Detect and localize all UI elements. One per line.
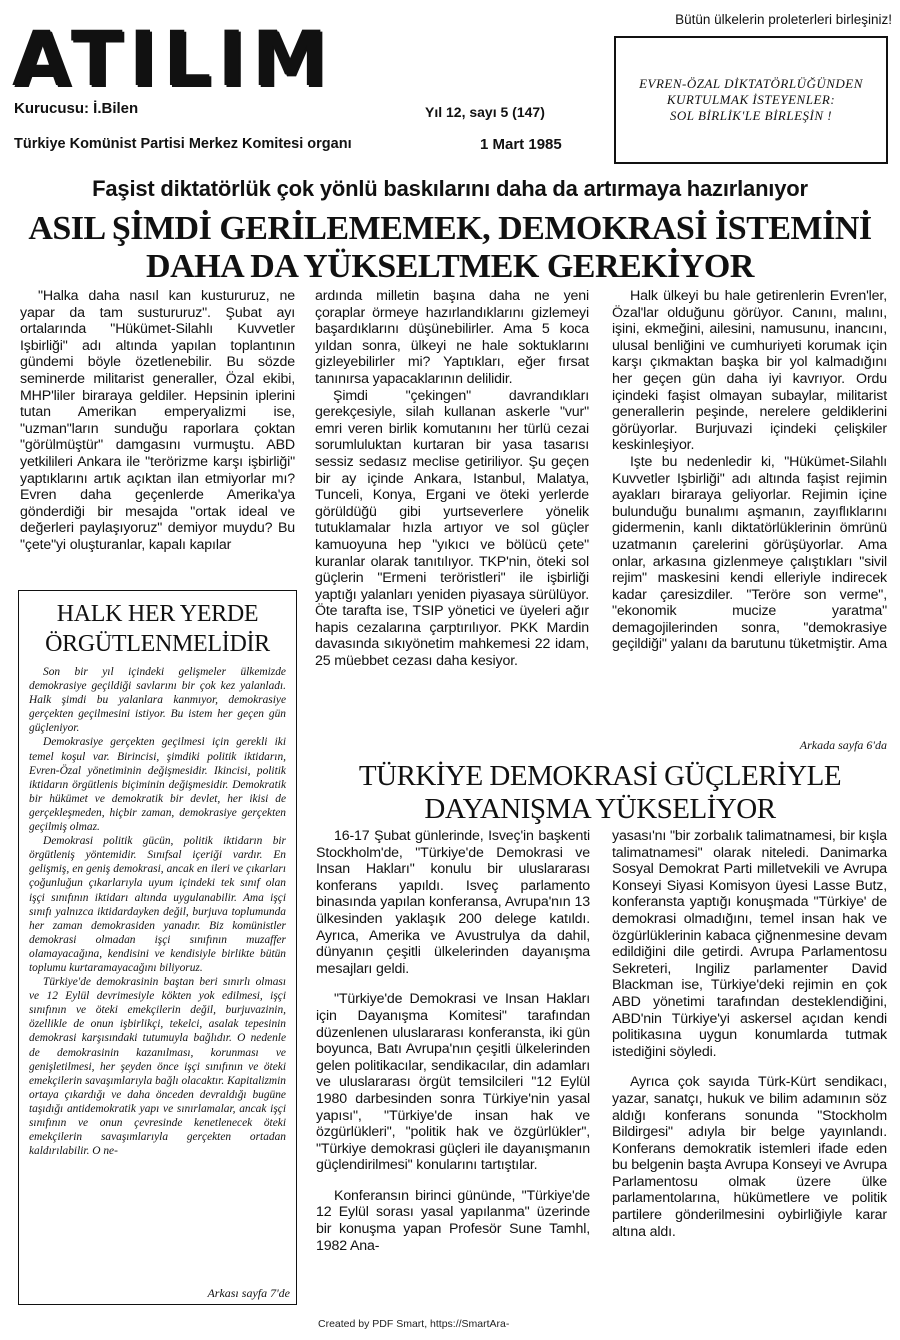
slogan [616,76,886,124]
founder-line: Kurucusu: İ.Bilen [14,100,139,117]
second-column-2 [612,828,887,1240]
motto: Bütün ülkelerin proleterleri birleşiniz! [675,12,892,27]
slogan-line: SOL BİRLİK'LE BİRLEŞİN ! [669,108,833,123]
second-column-1 [316,828,590,1254]
paragraph: Halk ülkeyi bu hale getirenlerin Evren'ler, Özal'lar olduğunu görüyor. Canını, malını, işini, ekmeğini, ailesini, namusunu, inancını, ulusal benliğini ve cumhuriyeti korumak için karşı çıkmaktan başka bir yol kalmadığını her geçen gün daha iyi kavrıyor. Ordu içindeki faşist olmayan subaylar, militarist generallerin peşinde, nerelere geldiklerini görüyorlar. Burjuvazi içindeki çelişkiler keskinleşiyor. [612,288,887,454]
lead-column-3 [612,288,887,653]
paragraph: Son bir yıl içindeki gelişmeler ülkemizde demokrasiye geçildiği savlarını bir çok kez yalanladı. Halk şimdi bu yalanlara kanmıyor, demokrasiye gerçekten geçilmesini istiyor. Bu istem her geçen gün güçleniyor. [29,666,286,735]
sidebar-body [29,665,286,1158]
paragraph: ardında milletin başına daha ne yeni çoraplar örmeye hazırlandıklarını gizlemeyi başardıklarını düşünebilirler. Ama 5 koca yıldan sonra, ülkeyi ne hale soktuklarını gizleyebilirler mi? Yaptıkları, eğer fırsat tanınırsa yapacaklarının delilidir. [315,288,589,387]
sidebar-title-line: HALK HER YERDE [56,601,259,627]
paragraph: Şimdi "çekingen" davrandıkları gerekçesiyle, silah kullanan askerle "vur" emri veren birlik komutanını her türlü cezai sorumluluktan kurtaran bir yasa tasarısı sessiz sedasız meclise getiriliyor. Şu geçen bir ay içinde Ankara, Istanbul, Malatya, Tunceli, Konya, Ergani ve öteki yerlerde görüldüğü gibi yurtseverlere yönelik tutuklamalar hızla artıyor ve sol güçler kamuoyuna hep "yıkıcı ve bölücü çete" kuranlar olarak tanıtılıyor. TKP'nin, öteki sol güçlerin "Ermeni teröristleri" ile işbirliği yaptığı yalanları yeniden piyasaya sürülüyor. Öte tarafta ise, TSIP yönetici ve üyeleri ağır hapis cezalarına çarptırılıyor. PKK Mardin davasında sıkıyönetim mahkemesi 22 idam, 25 müebbet cezası daha kesiyor. [315,387,589,670]
sidebar-title [19,599,296,659]
slogan-line: KURTULMAK İSTEYENLER: [666,92,836,107]
headline-line: DAHA DA YÜKSELTMEK GEREKİYOR [146,248,754,285]
masthead-logo: ATILIM [12,14,334,103]
headline-line: ASIL ŞİMDİ GERİLEMEMEK, DEMOKRASİ İSTEMİNİ [28,210,872,247]
slogan-box [614,36,888,164]
sidebar-continued: Arkası sayfa 7'de [207,1286,290,1300]
issue-number: Yıl 12, sayı 5 (147) [425,104,545,120]
paragraph: Konferansın birinci gününde, "Türkiye'de 12 Eylül sorası yasal yapılanma" üzerinde bir konuşma yapan Profesör Sune Tamhl, 1982 Ana- [316,1187,590,1254]
paragraph: yasası'nı "bir zorbalık talimatnamesi, bir kışla talimatnamesi" olarak niteledi. Danimarka Sosyal Demokrat Parti milletvekili ve Avrupa Konseyi Siyasi Komisyon üyesi Lasse Butz, konferansta yaptığı konuşmada "Türkiye' de demokrasi olmadığını, temel insan hak ve özgürlüklerinin kabaca çiğnenmesine devam edildiğini dile getirdi. Avrupa Parlamentosu Sekreteri, Ingiliz parlamenter David Blackman ise, Türkiye'deki rejimin en çok ABD yönetimi tarafından desteklendiğini, ABD'nin Türkiye'yi askersel açıdan kendi politikasına uygun konumlarda tutmak istediğini söyledi. [612,828,887,1060]
lead-kicker: Faşist diktatörlük çok yönlü baskılarını daha da artırmaya hazırlanıyor [92,176,808,201]
paragraph: 16-17 Şubat günlerinde, Isveç'in başkenti Stockholm'de, "Türkiye'de Demokrasi ve Insan Hakları" konulu bir uluslararası konferans yapıldı. Isveç parlamento binasında yapılan konferansa, Avrupa'nın 13 ülkesinden yaklaşık 200 delege katıldı. Ayrıca, Amerika ve Avustrulya da dahil, dünyanın çeşitli ülkelerinden dayanışma mesajları geldi. [316,828,590,977]
paragraph: Türkiye'de demokrasinin baştan beri sınırlı olması ve 12 Eylül devrimesiyle kökten yok edilmesi, işçi sınıfının ve öteki emekçilerin değil, burjuvazinin, özellikle de onun işbirlikçi, tekelci, asalak tepesinin demokrasi karşısındaki tutumuyla bağlıdır. O nedenle de demokrasinin kazanılması, korunması ve genişletilmesi, her şeyden önce işçi sınıfının ve öteki emekçilerin savaşımlarıyla bağlı olacaktır. Kapitalizmin ortaya çıkardığı ve daha önceden devraldığı bugüne taşıdığı antidemokratik yapı ve sınırlamalar, ancak işçi sınıfının ve onun çevresinde kenetlenecek öteki emekçilerin savaşımlarıyla gerçekten ortadan kaldırılabilir. O ne- [29,976,286,1158]
lead-continued: Arkada sayfa 6'da [799,738,887,752]
paragraph: Ayrıca çok sayıda Türk-Kürt sendikacı, yazar, sanatçı, hukuk ve bilim adamının söz aldığı konferans sonunda "Stockholm Bildirgesi" adıyla bir belge yayınlandı. Konferans demokratik istemleri ifade eden bu belgenin başta Avrupa Konseyi ve Avrupa Parlamentosu olmak üzere ülke parlamentolarına, hükümetlere ve politik partilere gönderilmesini oybirliğiyle karar altına aldı. [612,1074,887,1240]
sidebar-box [18,590,297,1305]
paragraph: "Türkiye'de Demokrasi ve Insan Hakları için Dayanışma Komitesi" tarafından düzenlenen uluslararası konferansta, iki gün boyunca, Batı Avrupa'nın çeşitli ülkelerinden gelen politikacılar, sendikacılar, din adamları ve uluslararası örgüt temsilcileri "12 Eylül 1980 darbesinden sonra Türkiye'nin yasal yapısı", "Türkiye'de insan hak ve özgürlükleri", "politik hak ve özgürlükler", "Türkiye demokrasi güçleri ile dayanışmanın güçlendirilmesi" konularını tartıştılar. [316,991,590,1174]
organ-line: Türkiye Komünist Partisi Merkez Komitesi organı [14,136,352,152]
sidebar-title-line: ÖRGÜTLENMELİDİR [45,631,270,657]
issue-date: 1 Mart 1985 [480,136,562,153]
paragraph: "Halka daha nasıl kan kustururuz, ne yapar da tam sustururuz". Şubat ayı ortalarında "Hükümet-Silahlı Kuvvetler Işbirliği" adı altında yapılan toplantının gündemi böyle özetlenebilir. Bu sözde seminerde militarist generaller, Özal ekibi, MHP'liler biraraya geldiler. Hepsinin iplerini tutan Amerikan emperyalizmi ise, "uzman"ların sunduğu raporlara çoktan "görülmüştür" damgasını vurmuştu. ABD yetkilileri Ankara ile "terörizme karşı işbirliği" yaptıklarını artık açıktan ilan etmiyorlar mı? Evren daha geçenlerde Amerika'ya gönderdiği bir mesajda "ortak ideal ve değerleri paylaşıyoruz" demiyor muydu? Bu "çete"yi oluşturanlar, kapalı kapılar [20,288,295,553]
footer-watermark: Created by PDF Smart, https://SmartAra- [318,1318,510,1330]
paragraph: Demokrasi politik gücün, politik iktidarın bir örgütleniş yöntemidir. Sınıfsal içeriği vardır. En gelişmiş, en geniş demokrasi, ancak en ileri ve çıkarları çoğunluğun çıkarlarıyla uyum içindeki tek sınıf olan işçi sınıfının iktidarı altında uygulanabilir. Ama işçi sınıfı yalnızca iktidardayken değil, burjuva toplumunda her zaman demokrasiden yanadır. Biz komünistler demokrasi olmadan işçi sınıfının muzaffer olamayacağına, kendisini ve kendisiyle birlikte bütün toplumu kurtaramayacağını biliyoruz. [29,835,286,974]
lead-headline [0,210,900,286]
paragraph: Işte bu nedenledir ki, "Hükümet-Silahlı Kuvvetler Işbirliği" adı altında faşist rejimin ayakları biraraya geliyorlar. Rejimin içine bulunduğu bunalımı aşmanın, zayıflıklarını gidermenin, kanlı diktatörlüklerinin ömrünü uzatmanın çarelerini görüşüyorlar. Ama onlar, arkasına gizlenmeye çalıştıkları "sivil rejim" maskesini kendi elleriyle indirecek kadar çaresizdiler. "Teröre son verme", "ekonomik mucize yaratma" demagojilerinden sonra, "demokrasiye geçildiği" yalanı da barutunu tüketmiştir. Ama [612,453,887,653]
headline-line: TÜRKİYE DEMOKRASİ GÜÇLERİYLE [358,760,842,792]
headline-line: DAYANIŞMA YÜKSELİYOR [424,793,776,825]
lead-column-1 [20,288,295,554]
second-headline [310,760,890,826]
lead-column-2 [315,288,589,670]
paragraph: Demokrasiye gerçekten geçilmesi için gerekli iki temel koşul var. Birincisi, şimdiki politik iktidarın, Evren-Özal yönetiminin değişmesidir. Ikincisi, politik iktidarın örgütlenis biçiminin değişmesidir. Demokratik bir hükümet ve demokratik bir devlet, her ikisi de gerçekleşmeden, hiçbir zaman, demokrasiye gerçekten geçilmiş olmaz. [29,736,286,834]
slogan-line: EVREN-ÖZAL DİKTATÖRLÜĞÜNDEN [639,76,863,91]
